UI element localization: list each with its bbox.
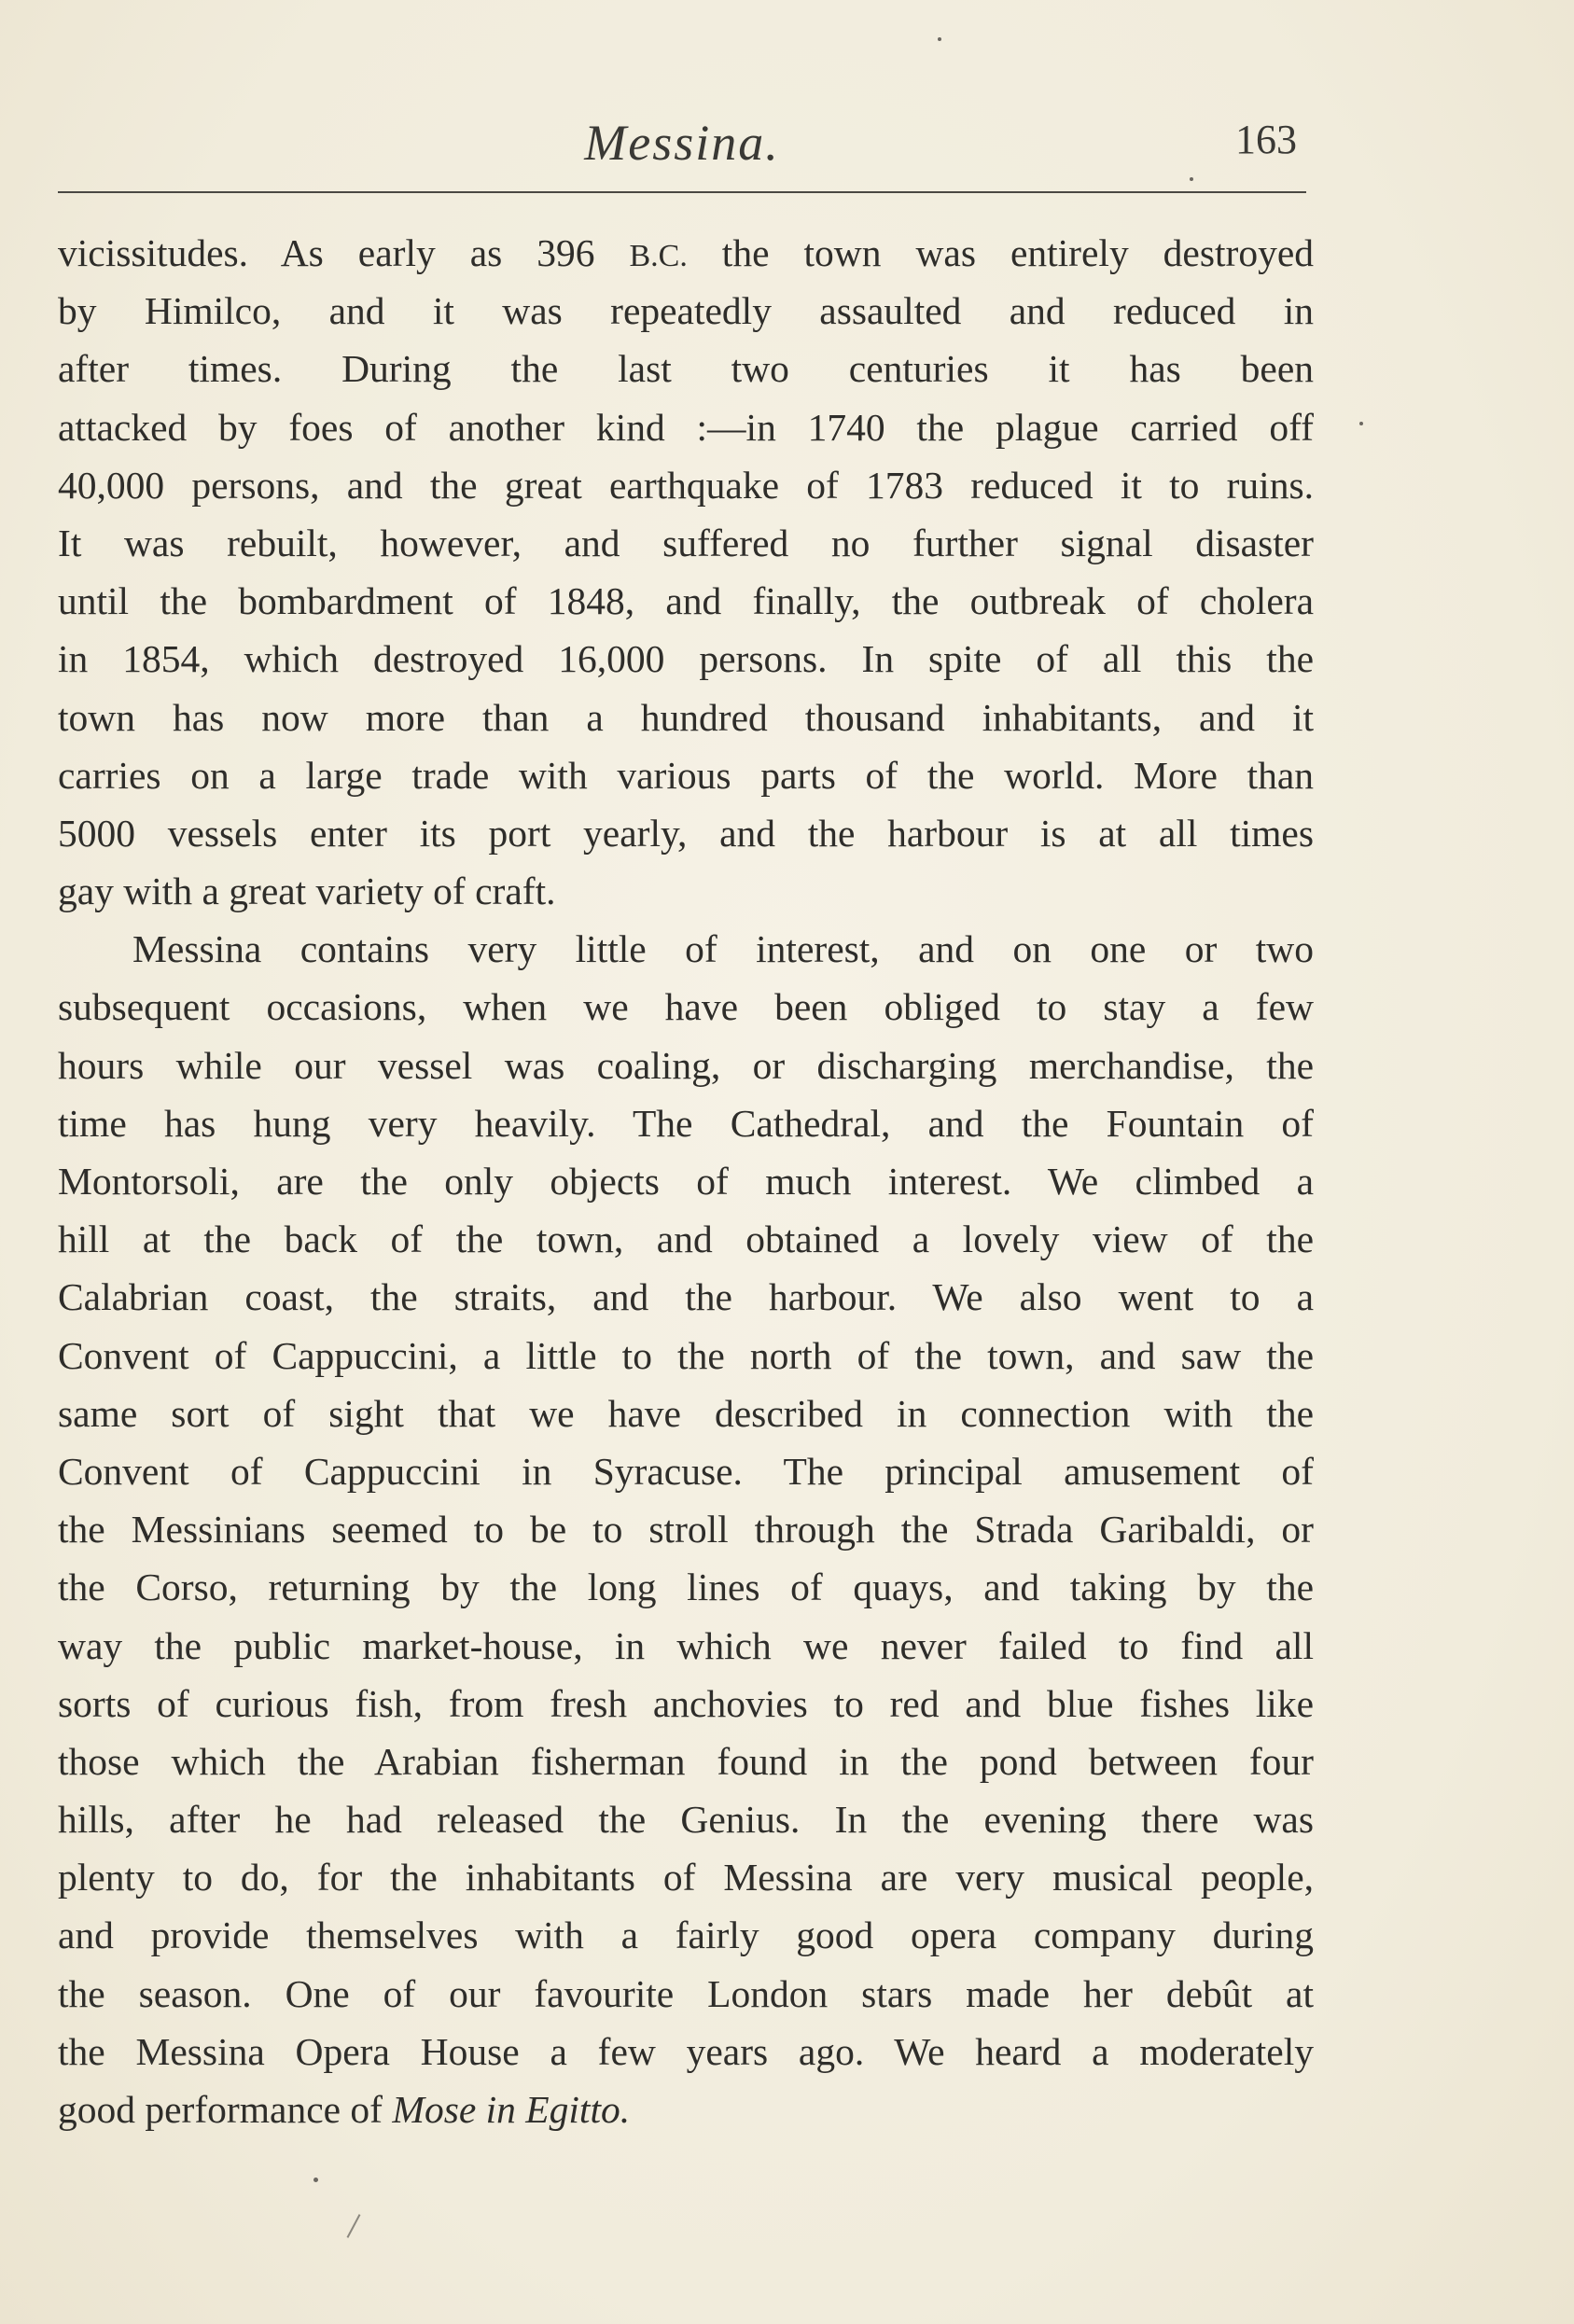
paper-speck [938,37,941,41]
text-line: the Messina Opera House a few years ago. We heard a moderately [58,2029,1314,2073]
page-title: Messina. [584,115,780,171]
text-line: town has now more than a hundred thousand inhabitants, and it [58,695,1314,739]
text-line: way the public market-house, in which we never failed to find all [58,1623,1314,1667]
text-line: Montorsoli, are the only objects of much interest. We climbed a [58,1160,1314,1203]
paper-speck [1190,177,1193,181]
text-line: Convent of Cappuccini in Syracuse. The principal amusement of [58,1449,1314,1493]
text-line: 5000 vessels enter its port yearly, and the harbour is at all times [58,811,1314,855]
text-line: vicissitudes. As early as 396 B.C. the town was entirely destroyed [58,231,1314,274]
paragraph-1 [58,224,1314,920]
paper-speck [313,2178,318,2182]
text-line: hill at the back of the town, and obtained a lovely view of the [58,1218,1314,1261]
text-line: until the bombardment of 1848, and finally, the outbreak of cholera [58,579,1314,623]
text-line: by Himilco, and it was repeatedly assaulted and reduced in [58,289,1314,333]
text-line: gay with a great variety of craft. [58,870,556,913]
text-line: in 1854, which destroyed 16,000 persons. In spite of all this the [58,637,1314,681]
paper-mark [347,2214,361,2238]
text-line: Calabrian coast, the straits, and the harbour. We also went to a [58,1275,1314,1319]
text-line: Messina contains very little of interest, and on one or two [132,927,1314,971]
text-line: good performance of Mose in Egitto. [58,2088,631,2131]
text-line: It was rebuilt, however, and suffered no further signal disaster [58,521,1314,564]
text-line: subsequent occasions, when we have been obliged to stay a few [58,985,1314,1029]
text-line: hours while our vessel was coaling, or discharging merchandise, the [58,1043,1314,1087]
text-line: sorts of curious fish, from fresh anchovies to red and blue fishes like [58,1681,1314,1725]
text-line: after times. During the last two centuries it has been [58,347,1314,391]
paper-speck [1359,422,1363,425]
body-text [58,224,1314,2138]
text-line: 40,000 persons, and the great earthquake of 1783 reduced it to ruins. [58,463,1314,507]
text-line: time has hung very heavily. The Cathedral, and the Fountain of [58,1101,1314,1145]
header-rule [58,191,1306,193]
text-line: and provide themselves with a fairly good opera company during [58,1913,1314,1957]
text-line: the season. One of our favourite London stars made her debût at [58,1971,1314,2015]
text-line: plenty to do, for the inhabitants of Messina are very musical people, [58,1856,1314,1900]
text-line: same sort of sight that we have described in connection with the [58,1391,1314,1435]
running-head [58,110,1306,175]
text-line: those which the Arabian fisherman found in the pond between four [58,1739,1314,1783]
text-line: attacked by foes of another kind :—in 1740 the plague carried off [58,405,1314,449]
text-line: Convent of Cappuccini, a little to the north of the town, and saw the [58,1333,1314,1377]
text-line: carries on a large trade with various parts of the world. More than [58,753,1314,797]
paragraph-2 [58,920,1314,2138]
page-number: 163 [1235,117,1297,162]
abbreviation-bc: B.C. [629,239,688,273]
text-line: the Messinians seemed to be to stroll through the Strada Garibaldi, or [58,1508,1314,1552]
text-line: the Corso, returning by the long lines of quays, and taking by the [58,1566,1314,1609]
opera-title: Mose in Egitto. [392,2088,631,2131]
text-line: hills, after he had released the Genius. In the evening there was [58,1798,1314,1842]
